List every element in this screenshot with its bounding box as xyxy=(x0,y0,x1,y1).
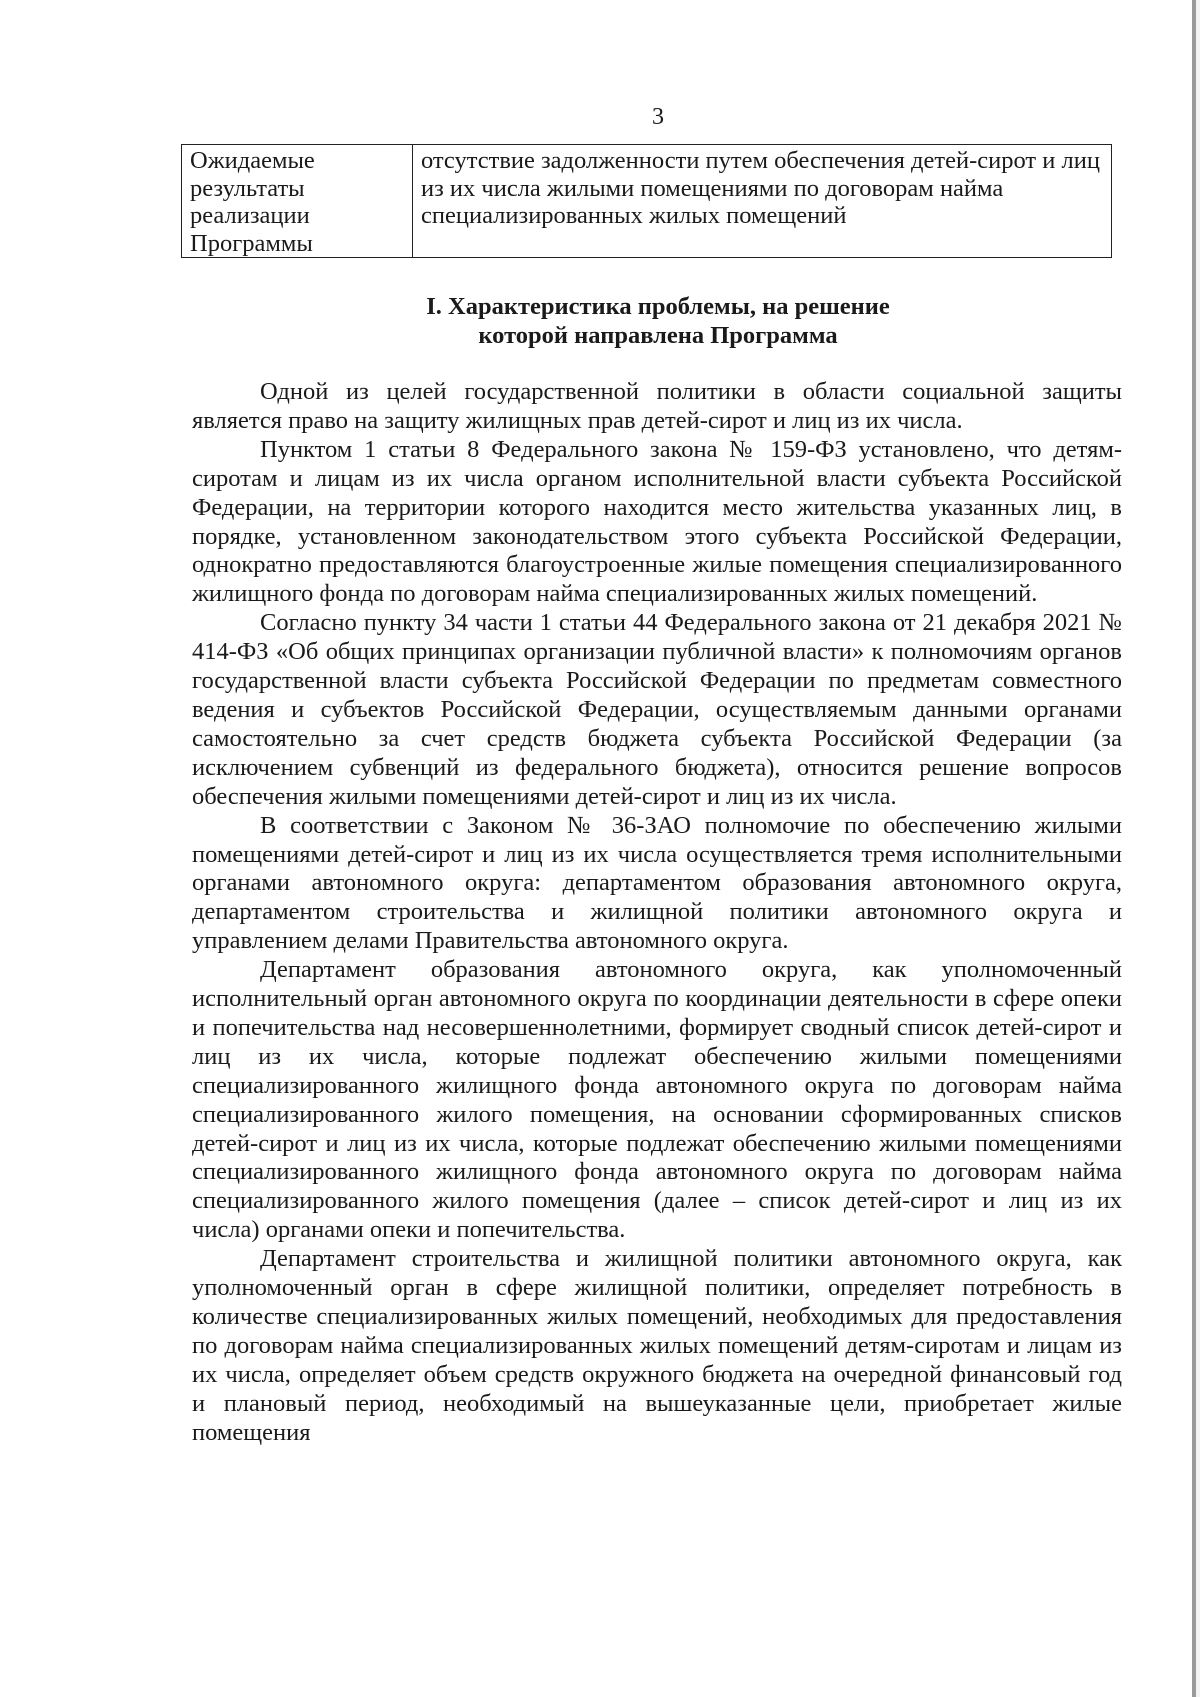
page-edge xyxy=(1192,0,1196,1697)
table-cell-value: отсутствие задолженности путем обеспечения детей-сирот и лиц из их числа жилыми помещениями по договорам найма специализированных жилых помещений xyxy=(413,145,1112,258)
section-heading-line: которой направлена Программа xyxy=(478,322,838,349)
paragraph: Пунктом 1 статьи 8 Федерального закона № 159-ФЗ установлено, что детям-сиротам и лицам из их числа органом исполнительной власти субъекта Российской Федерации, на территории которого находится место жительства указанных лиц, в порядке, установленном законодательством этого субъекта Российской Федерации, однократно предоставляются благоустроенные жилые помещения специализированного жилищного фонда по договорам найма специализированных жилых помещений. xyxy=(192,435,1122,608)
table-cell-label: Ожидаемые результаты реализации Программы xyxy=(182,145,413,258)
section-heading xyxy=(0,292,1200,350)
section-heading-line: I. Характеристика проблемы, на решение xyxy=(426,293,890,320)
paragraph: Департамент образования автономного округа, как уполномоченный исполнительный орган автономного округа по координации деятельности в сфере опеки и попечительства над несовершеннолетними, формирует сводный список детей-сирот и лиц из их числа, которые подлежат обеспечению жилыми помещениями специализированного жилищного фонда автономного округа по договорам найма специализированного жилого помещения, на основании сформированных списков детей-сирот и лиц из их числа, которые подлежат обеспечению жилыми помещениями специализированного жилищного фонда автономного округа по договорам найма специализированного жилого помещения (далее – список детей-сирот и лиц из их числа) органами опеки и попечительства. xyxy=(192,956,1122,1244)
paragraph: Одной из целей государственной политики в области социальной защиты является право на защиту жилищных прав детей-сирот и лиц из их числа. xyxy=(192,378,1122,434)
table-row xyxy=(182,145,1112,258)
body-text xyxy=(192,378,1122,1448)
program-passport-table xyxy=(181,144,1112,258)
page-number: 3 xyxy=(652,104,664,130)
paragraph: Согласно пункту 34 части 1 статьи 44 Федерального закона от 21 декабря 2021 № 414-ФЗ «Об общих принципах организации публичной власти» к полномочиям органов государственной власти субъекта Российской Федерации по предметам совместного ведения и субъектов Российской Федерации, осуществляемым данными органами самостоятельно за счет средств бюджета субъекта Российской Федерации (за исключением субвенций из федерального бюджета), относится решение вопросов обеспечения жилыми помещениями детей-сирот и лиц из их числа. xyxy=(192,609,1122,810)
paragraph: В соответствии с Законом № 36-ЗАО полномочие по обеспечению жилыми помещениями детей-сирот и лиц из их числа осуществляется тремя исполнительными органами автономного округа: департаментом образования автономного округа, департаментом строительства и жилищной политики автономного округа и управлением делами Правительства автономного округа. xyxy=(192,811,1122,955)
paragraph: Департамент строительства и жилищной политики автономного округа, как уполномоченный орган в сфере жилищной политики, определяет потребность в количестве специализированных жилых помещений, необходимых для предоставления по договорам найма специализированных жилых помещений детям-сиротам и лицам из их числа, определяет объем средств окружного бюджета на очередной финансовый год и плановый период, необходимый на вышеуказанные цели, приобретает жилые помещения xyxy=(192,1245,1122,1446)
